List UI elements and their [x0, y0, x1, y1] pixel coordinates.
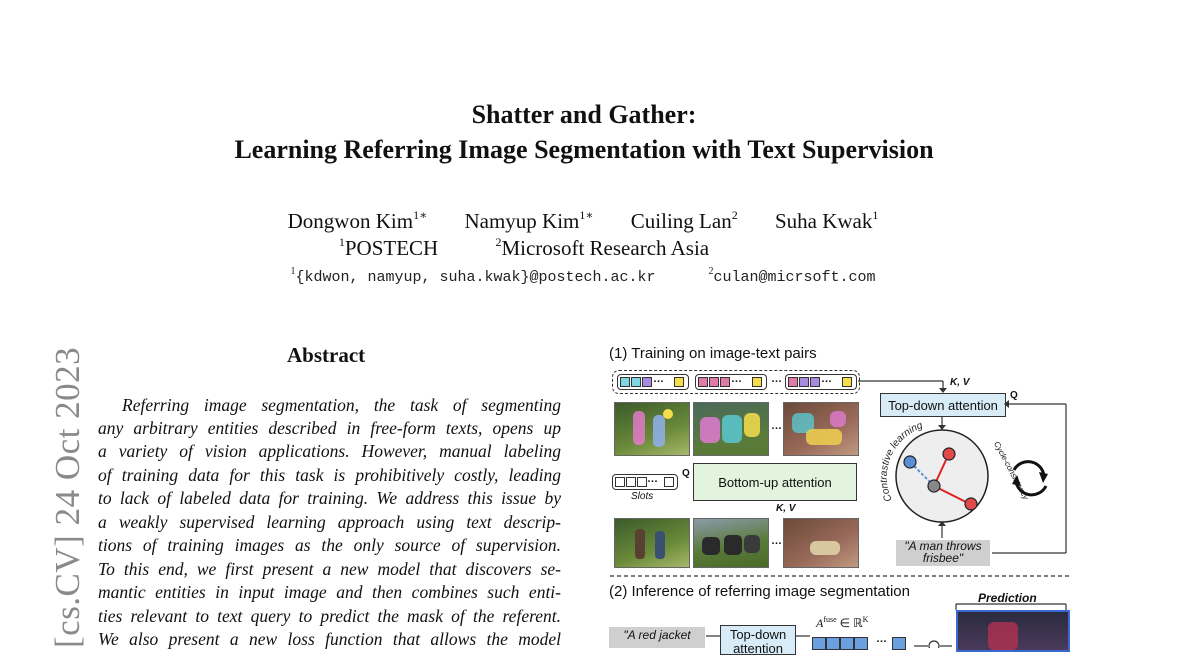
paper-title-line-1: Shatter and Gather:: [471, 100, 697, 129]
arxiv-side-stamp: [cs.CV] 24 Oct 2023: [48, 346, 87, 648]
kv-label: K, V: [950, 377, 970, 388]
affiliation: $^2$Microsoft Research Asia: [495, 235, 710, 260]
email-list: [0, 266, 1166, 286]
author: Cuiling Lan$^2$: [630, 208, 738, 233]
inference-caption-line: "A red jacket: [623, 628, 691, 642]
abstract-line: ties relevant to text query to predict the mask of the referent.: [98, 606, 561, 626]
ellipsis: …: [821, 373, 832, 385]
top-down-attention-box: Top-down attention: [880, 393, 1006, 417]
abstract-line: a variety of vision applications. However, manual labeling: [98, 441, 561, 461]
abstract-line: to lack of labeled data for training. We address this issue by: [98, 488, 561, 508]
top-down-label-line: attention: [733, 641, 783, 656]
abstract-line: mantic entities in input image and then combines such enti-: [98, 582, 561, 602]
training-caption-line: "A man throws: [904, 539, 982, 553]
author: Suha Kwak$^1$: [774, 208, 879, 233]
ellipsis: …: [653, 373, 664, 385]
feature-slab: [892, 637, 906, 650]
prediction-label: Prediction: [978, 591, 1037, 605]
author: Dongwon Kim$^{1∗}$: [287, 208, 428, 233]
abstract-line: any arbitrary entities described in free-form texts, opens up: [98, 418, 561, 438]
top-down-attention-box-inference: [720, 625, 796, 655]
bottom-up-attention-box: Bottom-up attention: [693, 463, 857, 501]
afuse-label: $A^{fuse}$ ∈ ℝ$^K$: [816, 615, 869, 630]
abstract-heading: Abstract: [287, 343, 366, 367]
teaser-figure: [600, 340, 1080, 656]
training-caption-box: [896, 540, 990, 566]
feature-slab: [812, 637, 826, 650]
feature-slab: [840, 637, 854, 650]
contrastive-label: Contrastive learning: [878, 420, 925, 504]
ellipsis: …: [731, 373, 742, 385]
paper-title-line-2: Learning Referring Image Segmentation with Text Supervision: [234, 135, 934, 164]
figure-caption-inference: (2) Inference of referring image segmentation: [609, 583, 910, 600]
abstract-line: tions of training images as the only source of supervision.: [98, 535, 561, 555]
feature-slab: [854, 637, 868, 650]
training-caption-line: frisbee": [922, 551, 964, 565]
abstract-line: Referring image segmentation, the task of segmenting: [122, 395, 561, 415]
abstract-line: We also present a new loss function that allows the model: [98, 629, 561, 649]
abstract-line: a weakly supervised learning approach using text descrip-: [98, 512, 561, 532]
kv-label: K, V: [776, 503, 796, 514]
ellipsis: …: [771, 420, 782, 432]
cycle-consistency-label: Cycle-consistency: [992, 440, 1031, 502]
inference-caption-box: [609, 627, 705, 648]
affiliation-list: [0, 236, 1048, 261]
ellipsis: …: [771, 373, 782, 385]
email: $^1${kdwon, namyup, suha.kwak}@postech.ac.kr: [290, 266, 656, 286]
slots-label: Slots: [631, 491, 654, 502]
author: Namyup Kim$^{1∗}$: [464, 208, 594, 233]
abstract-line: To this end, we first present a new model that discovers se-: [98, 559, 561, 579]
affiliation: $^1$POSTECH: [338, 235, 439, 260]
ellipsis: …: [771, 535, 782, 547]
prediction-photo: [956, 610, 1070, 652]
top-down-label-line: Top-down: [729, 627, 787, 642]
author-list: [0, 209, 1166, 234]
figure-caption-training: (1) Training on image-text pairs: [609, 345, 817, 362]
email: $^2$culan@micrsoft.com: [708, 266, 876, 286]
abstract-line: of training data for this task is prohibitively costly, leading: [98, 465, 561, 485]
ellipsis: …: [647, 473, 658, 485]
q-label: Q: [1010, 390, 1018, 401]
q-label: Q: [682, 468, 690, 479]
ellipsis: …: [876, 633, 887, 645]
feature-slab: [826, 637, 840, 650]
